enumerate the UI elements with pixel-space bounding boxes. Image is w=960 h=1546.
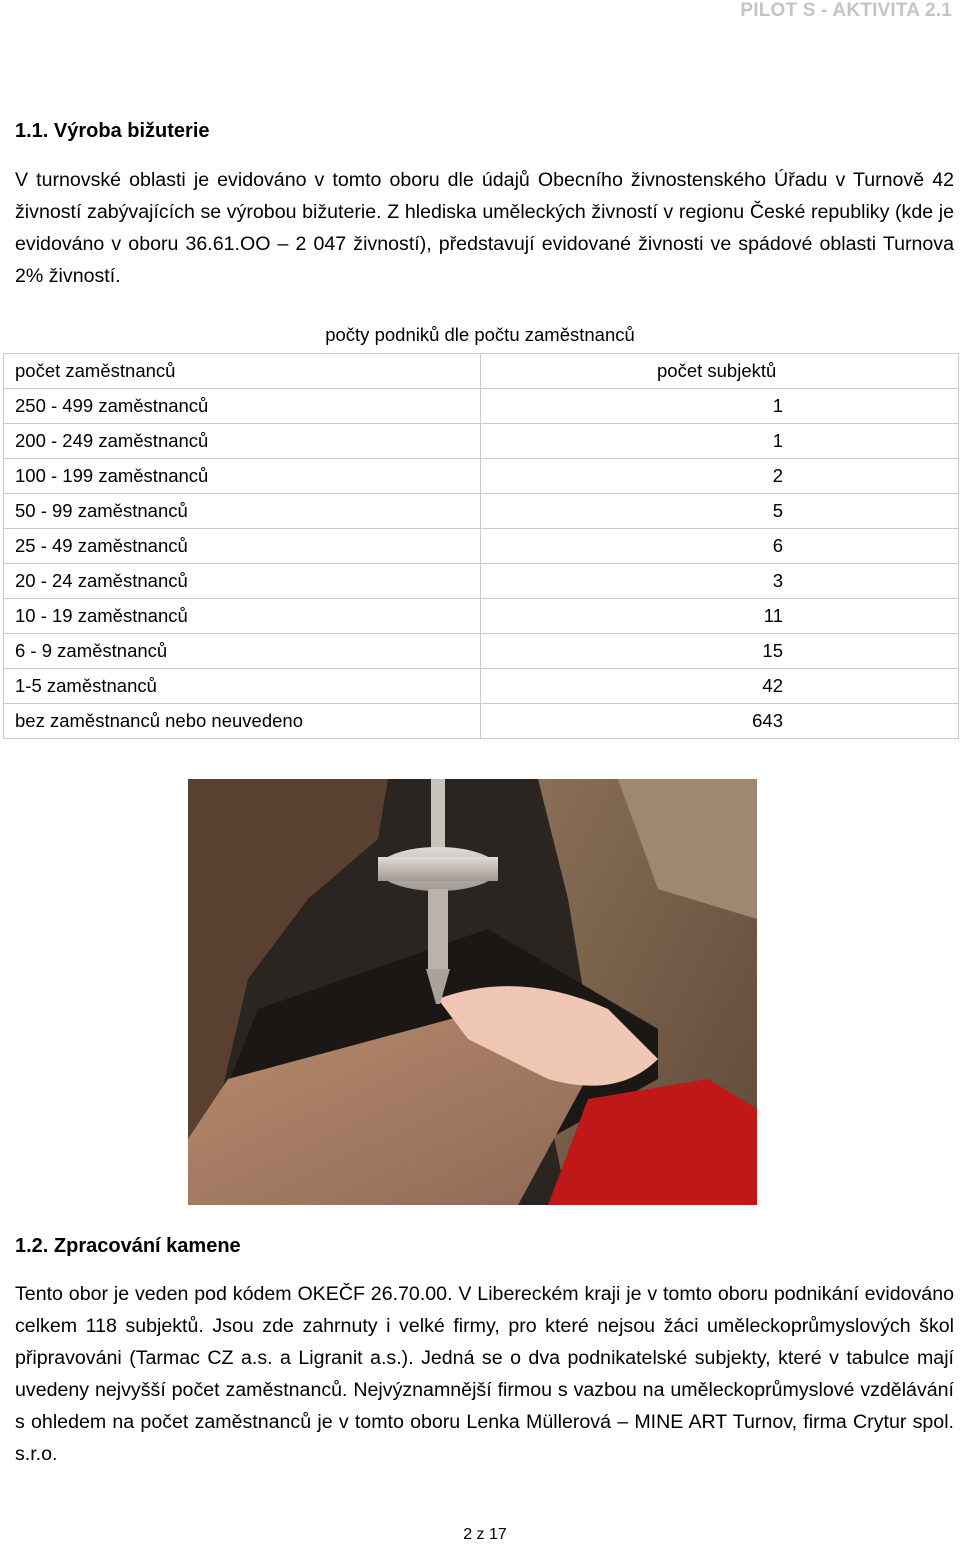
subject-count-cell: 15 — [481, 634, 959, 669]
table-row — [4, 564, 959, 599]
table-row — [4, 424, 959, 459]
page-number: 2 z 17 — [463, 1526, 507, 1543]
employee-range-cell: bez zaměstnanců nebo neuvedeno — [4, 704, 481, 739]
subject-count-cell: 11 — [481, 599, 959, 634]
subject-count-cell: 1 — [481, 389, 959, 424]
subject-count-cell: 42 — [481, 669, 959, 704]
table-row — [4, 529, 959, 564]
table-row — [4, 634, 959, 669]
column-header-employees: počet zaměstnanců — [4, 354, 481, 389]
employee-range-cell: 1-5 zaměstnanců — [4, 669, 481, 704]
table-row — [4, 704, 959, 739]
employee-range-cell: 250 - 499 zaměstnanců — [4, 389, 481, 424]
table-row — [4, 389, 959, 424]
section-title-jewelry: 1.1. Výroba bižuterie — [15, 120, 210, 142]
employee-range-cell: 50 - 99 zaměstnanců — [4, 494, 481, 529]
subject-count-cell: 3 — [481, 564, 959, 599]
employee-range-cell: 25 - 49 zaměstnanců — [4, 529, 481, 564]
employee-range-cell: 10 - 19 zaměstnanců — [4, 599, 481, 634]
page-header: PILOT S - AKTIVITA 2.1 — [740, 0, 952, 21]
table-row — [4, 669, 959, 704]
subject-count-cell: 643 — [481, 704, 959, 739]
subject-count-cell: 1 — [481, 424, 959, 459]
section-title-stone: 1.2. Zpracování kamene — [15, 1235, 241, 1257]
table-header-row — [4, 354, 959, 389]
section-paragraph-stone: Tento obor je veden pod kódem OKEČF 26.70.00. V Libereckém kraji je v tomto oboru podnikání evidováno celkem 118 subjektů. Jsou zde zahrnuty i velké firmy, pro které nejsou žáci uměleckoprůmyslových škol připravováni (Tarmac CZ a.s. a Ligranit a.s.). Jedná se o dva podnikatelské subjekty, které v tabulce mají uvedeny nejvyšší počet zaměstnanců. Nejvýznamnější firmou s vazbou na uměleckoprůmyslové vzdělávání s ohledem na počet zaměstnanců je v tomto oboru Lenka Müllerová – MINE ART Turnov, firma Crytur spol. s.r.o. — [15, 1283, 954, 1465]
subject-count-cell: 2 — [481, 459, 959, 494]
jewelry-workshop-photo — [188, 779, 757, 1205]
table-row — [4, 459, 959, 494]
table-caption: počty podniků dle počtu zaměstnanců — [325, 324, 635, 345]
table-row — [4, 599, 959, 634]
employee-range-cell: 20 - 24 zaměstnanců — [4, 564, 481, 599]
table-row — [4, 494, 959, 529]
employee-range-cell: 6 - 9 zaměstnanců — [4, 634, 481, 669]
section-paragraph-jewelry: V turnovské oblasti je evidováno v tomto oboru dle údajů Obecního živnostenského Úřadu v Turnově 42 živností zabývajících se výrobou bižuterie. Z hlediska uměleckých živností v regionu České republiky (kde je evidováno v oboru 36.61.OO – 2 047 živností), představují evidované živnosti ve spádové oblasti Turnova 2% živností. — [15, 169, 954, 287]
employee-range-cell: 100 - 199 zaměstnanců — [4, 459, 481, 494]
column-header-subjects: počet subjektů — [481, 354, 959, 389]
subject-count-cell: 6 — [481, 529, 959, 564]
employees-table — [3, 353, 959, 739]
employee-range-cell: 200 - 249 zaměstnanců — [4, 424, 481, 459]
subject-count-cell: 5 — [481, 494, 959, 529]
